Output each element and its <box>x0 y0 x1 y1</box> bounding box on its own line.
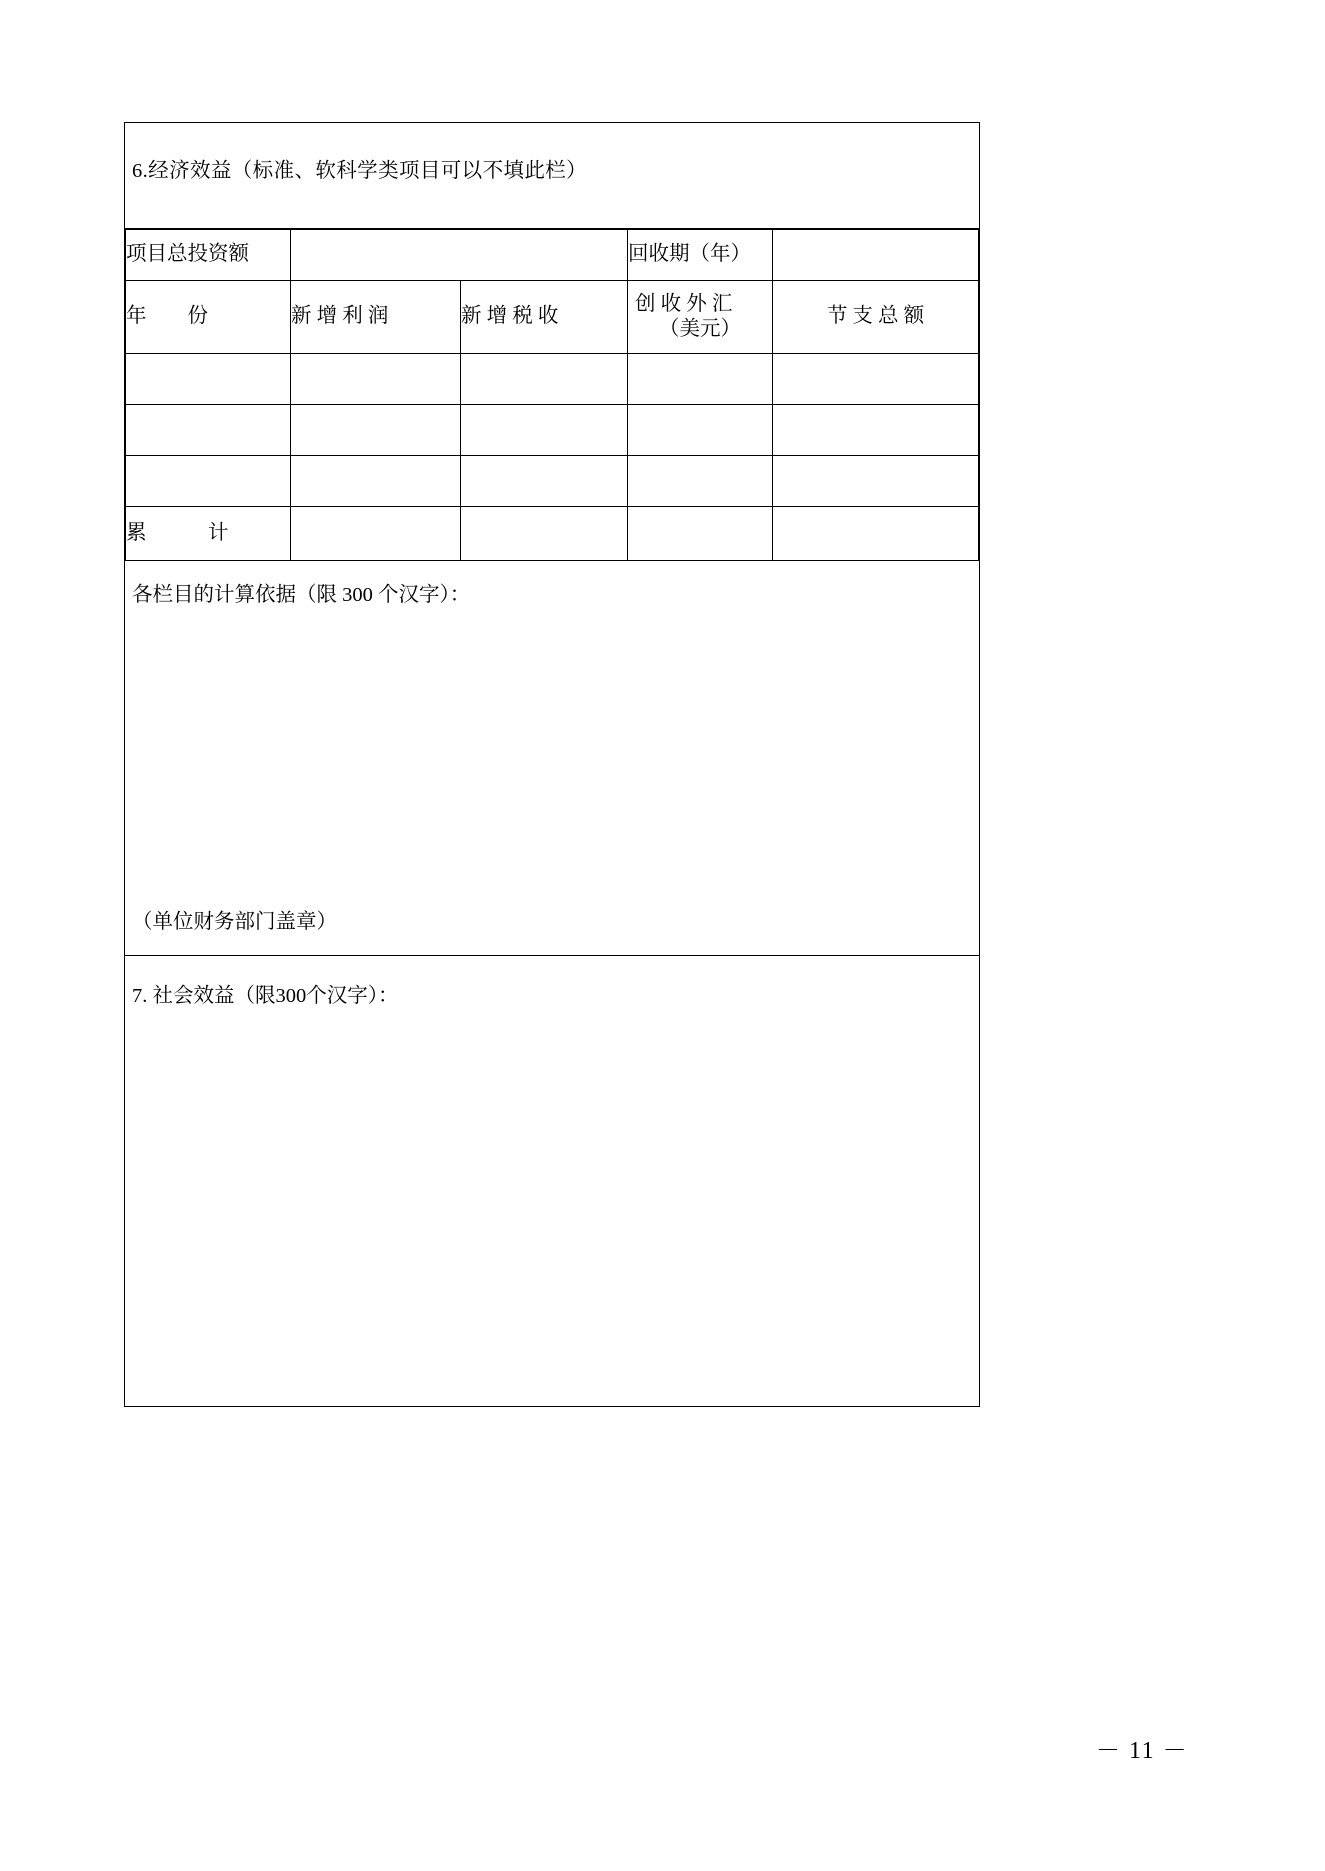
cell-tax-3[interactable] <box>461 456 628 507</box>
cell-total-label: 累 计 <box>126 507 291 561</box>
cell-profit-3[interactable] <box>291 456 461 507</box>
cell-exchange-2[interactable] <box>628 405 773 456</box>
col-header-new-tax: 新 增 税 收 <box>461 281 628 354</box>
section6-heading-block <box>125 123 979 229</box>
col-header-foreign-exchange-line1: 创 收 外 汇 <box>635 293 733 315</box>
col-header-foreign-exchange-line2: （美元） <box>659 318 741 340</box>
calculation-basis-label: 各栏目的计算依据（限 300 个汉字）： <box>132 584 471 606</box>
calculation-basis-block[interactable] <box>125 559 979 956</box>
table-row <box>126 456 979 507</box>
cell-tax-2[interactable] <box>461 405 628 456</box>
cell-saving-2[interactable] <box>773 405 979 456</box>
col-header-foreign-exchange <box>628 281 773 354</box>
section7-heading: 7. 社会效益（限300个汉字）： <box>132 985 399 1007</box>
cell-payback-value[interactable] <box>773 230 979 281</box>
table-row-investment <box>126 230 979 281</box>
cell-total-saving[interactable] <box>773 507 979 561</box>
table-row-headers <box>126 281 979 354</box>
col-header-new-profit: 新 增 利 润 <box>291 281 461 354</box>
table-row <box>126 405 979 456</box>
cell-year-3[interactable] <box>126 456 291 507</box>
cell-investment-value[interactable] <box>291 230 628 281</box>
cell-payback-label: 回收期（年） <box>628 230 773 281</box>
cell-investment-label: 项目总投资额 <box>126 230 291 281</box>
cell-total-tax[interactable] <box>461 507 628 561</box>
cell-profit-2[interactable] <box>291 405 461 456</box>
table-row <box>126 354 979 405</box>
cell-exchange-1[interactable] <box>628 354 773 405</box>
cell-year-2[interactable] <box>126 405 291 456</box>
section7-block[interactable] <box>125 956 979 1406</box>
cell-year-1[interactable] <box>126 354 291 405</box>
finance-seal-note: （单位财务部门盖章） <box>132 911 337 933</box>
section6-heading: 6.经济效益（标准、软科学类项目可以不填此栏） <box>132 160 588 182</box>
col-header-total-saving: 节 支 总 额 <box>773 281 979 354</box>
cell-total-exchange[interactable] <box>628 507 773 561</box>
cell-saving-3[interactable] <box>773 456 979 507</box>
economic-benefit-table <box>125 229 979 561</box>
cell-tax-1[interactable] <box>461 354 628 405</box>
table-row-total <box>126 507 979 561</box>
cell-saving-1[interactable] <box>773 354 979 405</box>
col-header-year: 年 份 <box>126 281 291 354</box>
cell-profit-1[interactable] <box>291 354 461 405</box>
page-number: － 11 － <box>1096 1738 1189 1764</box>
cell-exchange-3[interactable] <box>628 456 773 507</box>
cell-total-profit[interactable] <box>291 507 461 561</box>
form-table-outer <box>124 122 980 1407</box>
